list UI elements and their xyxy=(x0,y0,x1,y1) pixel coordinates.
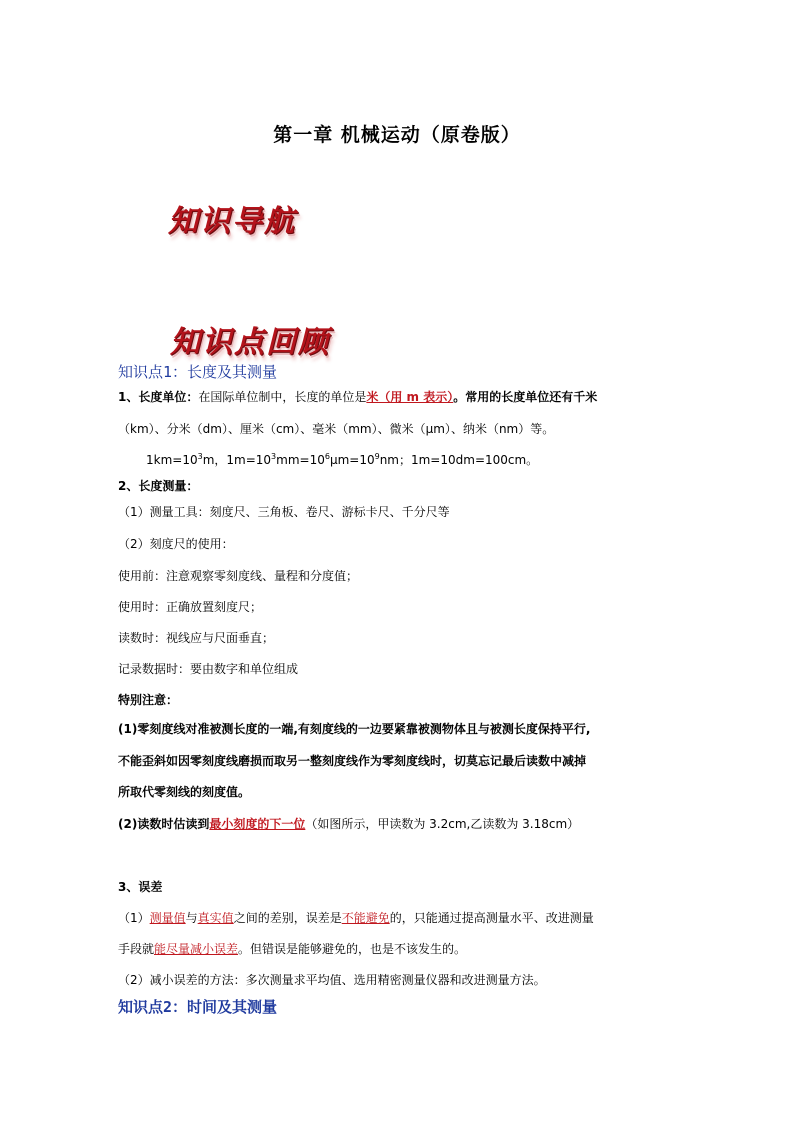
knowledge-point-1-heading xyxy=(118,361,277,382)
s3-heading: 3、误差 xyxy=(118,880,163,894)
s3-l1-b: 与 xyxy=(185,911,198,925)
s2-note-line-3: 所取代零刻线的刻度值。 xyxy=(118,785,251,799)
s2-line-1: （1）测量工具：刻度尺、三角板、卷尺、游标卡尺、千分尺等 xyxy=(118,505,450,519)
s1-text-b: 。常用的长度单位还有千米 xyxy=(453,390,598,404)
conv-d-sup: 9 xyxy=(374,452,380,461)
n4-a: (2)读数时估读到 xyxy=(118,817,210,831)
page-title: 第一章 机械运动（原卷版） xyxy=(273,124,521,146)
kp-number: 2 xyxy=(163,998,173,1016)
s2-note-line-2: 不能歪斜如因零刻度线磨损而取另一整刻度线作为零刻度线时，切莫忘记最后读数中减掉 xyxy=(118,754,587,768)
conv-b: m，1m=10 xyxy=(202,453,272,467)
conv-c: mm=10 xyxy=(276,453,325,467)
conv-a: 1km=10 xyxy=(146,453,198,467)
highlight-reduce-error: 能尽量减小误差 xyxy=(154,942,239,956)
kp-label: 知识点 xyxy=(118,363,164,381)
conv-d: μm=10 xyxy=(329,453,375,467)
kp-text: ：时间及其测量 xyxy=(172,998,278,1016)
s2-heading: 2、长度测量： xyxy=(118,479,199,493)
highlight-meter: 米（用 m 表示） xyxy=(366,390,454,404)
s3-line-2 xyxy=(118,940,466,957)
s1-text-a: 在国际单位制中，长度的单位是 xyxy=(198,390,367,404)
s2-line-5: 读数时：视线应与尺面垂直； xyxy=(118,631,275,645)
s2-line-4: 使用时：正确放置刻度尺； xyxy=(118,600,263,614)
highlight-unavoidable: 不能避免 xyxy=(341,911,390,925)
s3-l1-c: 之间的差别，误差是 xyxy=(233,911,342,925)
banner-knowledge-review: 知识点回顾 xyxy=(170,325,330,360)
s3-l1-a: （1） xyxy=(118,911,150,925)
kp-text: ：长度及其测量 xyxy=(172,363,278,381)
s3-line-3: （2）减小误差的方法：多次测量求平均值、选用精密测量仪器和改进测量方法。 xyxy=(118,973,546,987)
s3-line-1 xyxy=(118,909,594,926)
highlight-next-digit: 最小刻度的下一位 xyxy=(209,817,306,831)
conv-e: nm；1m=10dm=100cm。 xyxy=(379,453,539,467)
s2-line-2: （2）刻度尺的使用： xyxy=(118,537,234,551)
s3-l2-b: 。但错误是能够避免的，也是不该发生的。 xyxy=(238,942,467,956)
s2-note-line-1: (1)零刻度线对准被测长度的一端,有刻度线的一边要紧靠被测物体且与被测长度保持平行, xyxy=(118,722,591,736)
s1-conversion xyxy=(146,451,538,468)
knowledge-point-2-heading xyxy=(118,996,277,1017)
conv-b-sup: 3 xyxy=(271,452,277,461)
s1-heading: 1、长度单位： xyxy=(118,390,199,404)
highlight-true-value: 真实值 xyxy=(197,911,234,925)
conv-c-sup: 6 xyxy=(324,452,330,461)
n4-b: （如图所示，甲读数为 3.2cm,乙读数为 3.18cm） xyxy=(305,817,580,831)
banner-knowledge-navigation: 知识导航 xyxy=(168,204,296,239)
s3-l2-a: 手段就 xyxy=(118,942,155,956)
conv-a-sup: 3 xyxy=(197,452,203,461)
kp-number: 1 xyxy=(163,363,173,381)
kp-label: 知识点 xyxy=(118,998,164,1016)
s1-line-1 xyxy=(118,388,597,405)
s2-note-line-4 xyxy=(118,815,579,832)
highlight-measured-value: 测量值 xyxy=(149,911,186,925)
s2-line-3: 使用前：注意观察零刻度线、量程和分度值； xyxy=(118,569,359,583)
s2-line-6: 记录数据时：要由数字和单位组成 xyxy=(118,662,299,676)
s3-l1-d: 的，只能通过提高测量水平、改进测量 xyxy=(389,911,594,925)
s2-note-heading: 特别注意： xyxy=(118,693,179,707)
s1-line-2: （km）、分米（dm）、厘米（cm）、毫米（mm）、微米（μm）、纳米（nm）等。 xyxy=(118,422,555,436)
